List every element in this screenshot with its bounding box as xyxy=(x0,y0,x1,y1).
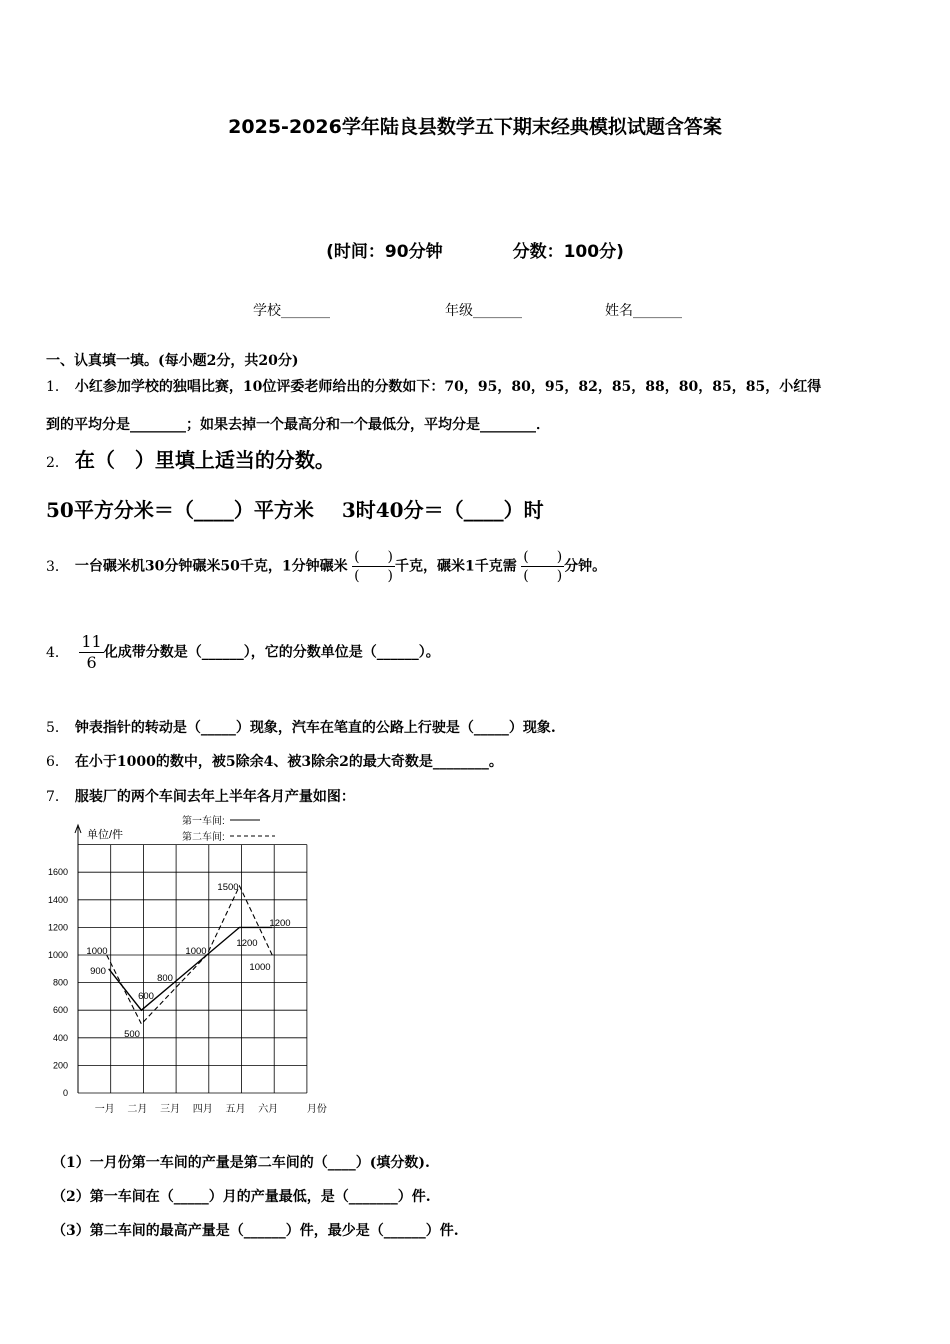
question-2: 2． 在（ ）里填上适当的分数。 xyxy=(46,448,335,472)
legend-label-2: 第二车间: xyxy=(182,832,225,843)
x-tick-label: 一月 xyxy=(94,1104,115,1115)
time-label: (时间：90分钟 xyxy=(326,242,443,262)
score-label: 分数：100分) xyxy=(512,242,624,262)
x-tick-label: 四月 xyxy=(192,1104,213,1115)
sub-question-3: （3）第二车间的最高产量是（______）件，最少是（______）件. xyxy=(52,1223,459,1239)
question-1-line2: 到的平均分是________；如果去掉一个最高分和一个最低分，平均分是________． xyxy=(46,417,550,433)
y-tick-label: 1600 xyxy=(47,867,68,878)
data-label: 600 xyxy=(138,991,154,1002)
legend-label-1: 第一车间: xyxy=(182,816,225,827)
fraction-blank-1: $\frac{( )}{( )}$ xyxy=(354,549,394,584)
question-3: 3． 一台碾米机30分钟碾米50千克，1分钟碾米 $\frac{( )}{( )}$ 千克，碾米1千克需 $\frac{( )}{( )}$ 分钟。 xyxy=(46,549,607,584)
data-label: 1500 xyxy=(217,882,239,893)
fraction-blank-2: $\frac{( )}{( )}$ xyxy=(523,549,563,584)
x-tick-label: 三月 xyxy=(160,1104,181,1115)
y-tick-label: 1200 xyxy=(47,922,68,933)
x-tick-label: 六月 xyxy=(258,1104,279,1115)
question-1-line1: 1． 小红参加学校的独唱比赛，10位评委老师给出的分数如下：70，95，80，95，82，85，88，80，85，85，小红得 xyxy=(46,379,822,395)
data-label: 1200 xyxy=(236,938,258,949)
y-tick-label: 1400 xyxy=(47,894,68,905)
x-tick-label: 二月 xyxy=(127,1104,148,1115)
data-label: 800 xyxy=(157,973,173,984)
y-tick-label: 800 xyxy=(52,977,68,988)
y-tick-label: 400 xyxy=(52,1032,68,1043)
y-tick-label: 1000 xyxy=(47,950,68,960)
page-title: 2025-2026学年陆良县数学五下期末经典模拟试题含答案 xyxy=(228,116,722,138)
fraction-11-6: $\frac{11}{6}$ xyxy=(81,632,102,672)
y-tick-label: 600 xyxy=(52,1005,68,1016)
y-tick-label: 0 xyxy=(62,1088,68,1098)
grade-field: 年级_______ xyxy=(445,303,522,319)
data-label: 1200 xyxy=(269,918,291,929)
data-label: 900 xyxy=(90,966,106,977)
x-axis-label: 月份 xyxy=(306,1104,327,1115)
question-7: 7． 服装厂的两个车间去年上半年各月产量如图： xyxy=(46,789,355,805)
production-line-chart xyxy=(40,815,340,1120)
school-field: 学校_______ xyxy=(253,303,330,319)
y-tick-label: 200 xyxy=(52,1060,68,1071)
name-field: 姓名_______ xyxy=(605,303,682,319)
question-6: 6． 在小于1000的数中，被5除余4、被3除余2的最大奇数是________。 xyxy=(46,754,503,770)
x-tick-label: 五月 xyxy=(225,1104,246,1115)
question-4: 4． $\frac{11}{6}$ 化成带分数是（______），它的分数单位是（______）。 xyxy=(46,632,440,672)
sub-question-1: （1）一月份第一车间的产量是第二车间的（____）(填分数). xyxy=(52,1155,430,1171)
exam-meta xyxy=(0,237,950,262)
section-heading: 一、认真填一填。(每小题2分，共20分) xyxy=(46,353,299,369)
question-2-line2: 50平方分米＝（____）平方米 3时40分＝（____）时 xyxy=(46,498,544,522)
y-axis-label: 单位/件 xyxy=(87,829,124,841)
data-label: 1000 xyxy=(185,946,207,957)
data-label: 1000 xyxy=(249,962,271,973)
data-label: 500 xyxy=(124,1029,140,1040)
data-label: 1000 xyxy=(86,946,108,957)
sub-question-2: （2）第一车间在（_____）月的产量最低，是（_______）件. xyxy=(52,1189,431,1205)
question-5: 5． 钟表指针的转动是（_____）现象，汽车在笔直的公路上行驶是（_____）现象. xyxy=(46,720,556,736)
